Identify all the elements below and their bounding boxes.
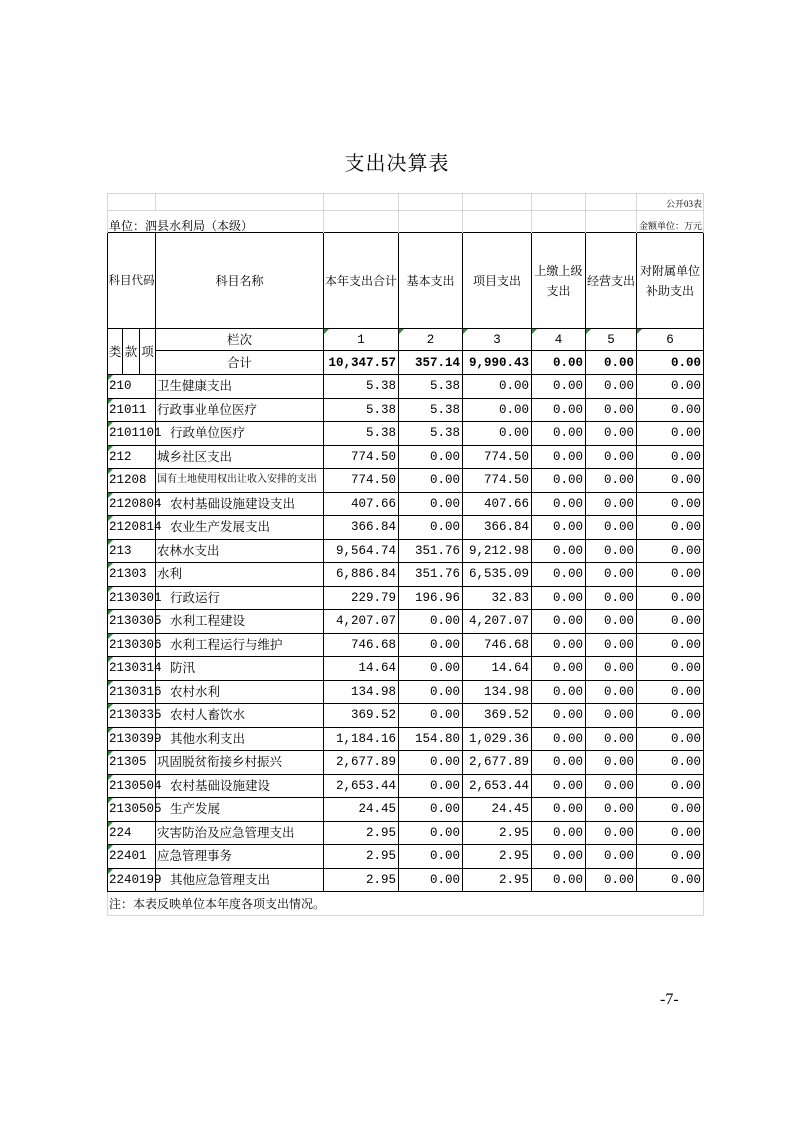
subject-code-cell: 2130316 bbox=[108, 680, 156, 704]
header-subsidy-to-affiliates: 对附属单位补助支出 bbox=[637, 233, 704, 329]
table-note: 注：本表反映单位本年度各项支出情况。 bbox=[108, 892, 704, 916]
blank-cell bbox=[108, 194, 156, 211]
subsidy-to-affiliates-cell: 0.00 bbox=[637, 633, 704, 657]
total-expenditure-cell: 1,184.16 bbox=[324, 727, 399, 751]
project-expenditure-cell: 24.45 bbox=[463, 798, 532, 822]
operating-expenditure-cell: 0.00 bbox=[586, 751, 637, 775]
total-expenditure-cell: 369.52 bbox=[324, 704, 399, 728]
subsidy-to-affiliates-cell: 0.00 bbox=[637, 774, 704, 798]
subject-code-cell: 21303 bbox=[108, 563, 156, 587]
operating-expenditure-cell: 0.00 bbox=[586, 845, 637, 869]
expenditure-table bbox=[107, 193, 704, 916]
subject-code-cell: 212 bbox=[108, 445, 156, 469]
basic-expenditure-cell: 351.76 bbox=[399, 563, 463, 587]
table-row bbox=[108, 845, 704, 869]
column-index-row bbox=[108, 329, 704, 351]
remit-to-superior-cell: 0.00 bbox=[532, 727, 586, 751]
project-expenditure-cell: 2,653.44 bbox=[463, 774, 532, 798]
total-expenditure-cell: 14.64 bbox=[324, 657, 399, 681]
subject-name-cell: 巩固脱贫衔接乡村振兴 bbox=[156, 751, 324, 775]
operating-expenditure-cell: 0.00 bbox=[586, 422, 637, 446]
subject-name-cell: 水利工程建设 bbox=[156, 610, 324, 634]
subject-name-cell: 应急管理事务 bbox=[156, 845, 324, 869]
remit-to-superior-cell: 0.00 bbox=[532, 398, 586, 422]
operating-expenditure-cell: 0.00 bbox=[586, 657, 637, 681]
subsidy-to-affiliates-cell: 0.00 bbox=[637, 375, 704, 399]
basic-expenditure-cell: 0.00 bbox=[399, 751, 463, 775]
subject-name-cell: 国有土地使用权出让收入安排的支出 bbox=[156, 469, 324, 493]
subsidy-to-affiliates-cell: 0.00 bbox=[637, 798, 704, 822]
total-expenditure-cell: 2.95 bbox=[324, 868, 399, 892]
subject-code-cell: 224 bbox=[108, 821, 156, 845]
subject-name-cell: 行政单位医疗 bbox=[156, 422, 324, 446]
operating-expenditure-cell: 0.00 bbox=[586, 821, 637, 845]
remit-to-superior-cell: 0.00 bbox=[532, 516, 586, 540]
column-index: 4 bbox=[532, 329, 586, 351]
subsidy-to-affiliates-cell: 0.00 bbox=[637, 727, 704, 751]
total-expenditure-cell: 746.68 bbox=[324, 633, 399, 657]
basic-expenditure-cell: 0.00 bbox=[399, 798, 463, 822]
subject-code-cell: 2130505 bbox=[108, 798, 156, 822]
operating-expenditure-cell: 0.00 bbox=[586, 375, 637, 399]
table-footer bbox=[108, 892, 704, 916]
basic-expenditure-cell: 0.00 bbox=[399, 445, 463, 469]
table-row bbox=[108, 633, 704, 657]
subject-code-cell: 2130305 bbox=[108, 610, 156, 634]
operating-expenditure-cell: 0.00 bbox=[586, 539, 637, 563]
project-expenditure-cell: 4,207.07 bbox=[463, 610, 532, 634]
basic-expenditure-cell: 5.38 bbox=[399, 398, 463, 422]
total-expenditure-cell: 5.38 bbox=[324, 398, 399, 422]
table-row bbox=[108, 798, 704, 822]
remit-to-superior-cell: 0.00 bbox=[532, 422, 586, 446]
subject-code-cell: 2120804 bbox=[108, 492, 156, 516]
table-row bbox=[108, 774, 704, 798]
subsidy-to-affiliates-cell: 0.00 bbox=[637, 422, 704, 446]
remit-to-superior-cell: 0.00 bbox=[532, 821, 586, 845]
blank-cell bbox=[463, 211, 532, 233]
column-index: 5 bbox=[586, 329, 637, 351]
project-expenditure-cell: 0.00 bbox=[463, 375, 532, 399]
subsidy-to-affiliates-cell: 0.00 bbox=[637, 751, 704, 775]
blank-cell bbox=[324, 211, 399, 233]
remit-to-superior-cell: 0.00 bbox=[532, 375, 586, 399]
total-expenditure-cell: 2,677.89 bbox=[324, 751, 399, 775]
operating-expenditure-cell: 0.00 bbox=[586, 586, 637, 610]
table-row bbox=[108, 422, 704, 446]
total-expenditure-cell: 6,886.84 bbox=[324, 563, 399, 587]
project-expenditure-cell: 9,212.98 bbox=[463, 539, 532, 563]
operating-expenditure-cell: 0.00 bbox=[586, 680, 637, 704]
project-expenditure-cell: 2.95 bbox=[463, 845, 532, 869]
column-header-row bbox=[108, 233, 704, 329]
table-row bbox=[108, 516, 704, 540]
remit-to-superior-cell: 0.00 bbox=[532, 751, 586, 775]
subsidy-to-affiliates-cell: 0.00 bbox=[637, 845, 704, 869]
project-expenditure-cell: 774.50 bbox=[463, 445, 532, 469]
subsidy-to-affiliates-cell: 0.00 bbox=[637, 586, 704, 610]
column-index: 2 bbox=[399, 329, 463, 351]
remit-to-superior-cell: 0.00 bbox=[532, 492, 586, 516]
basic-expenditure-cell: 0.00 bbox=[399, 704, 463, 728]
subsidy-to-affiliates-cell: 0.00 bbox=[637, 868, 704, 892]
header-operating-expenditure: 经营支出 bbox=[586, 233, 637, 329]
subject-code-cell: 21011 bbox=[108, 398, 156, 422]
blank-cell bbox=[399, 211, 463, 233]
operating-expenditure-cell: 0.00 bbox=[586, 633, 637, 657]
total-expenditure-cell: 2.95 bbox=[324, 821, 399, 845]
amount-unit: 金额单位：万元 bbox=[637, 211, 704, 233]
subsidy-to-affiliates-cell: 0.00 bbox=[637, 680, 704, 704]
operating-expenditure-cell: 0.00 bbox=[586, 798, 637, 822]
basic-expenditure-cell: 5.38 bbox=[399, 422, 463, 446]
form-number: 公开03表 bbox=[637, 194, 704, 211]
remit-to-superior-cell: 0.00 bbox=[532, 586, 586, 610]
total-expenditure-cell: 5.38 bbox=[324, 375, 399, 399]
remit-to-superior-cell: 0.00 bbox=[532, 469, 586, 493]
operating-expenditure-cell: 0.00 bbox=[586, 704, 637, 728]
subject-name-cell: 农村水利 bbox=[156, 680, 324, 704]
subject-name-cell: 灾害防治及应急管理支出 bbox=[156, 821, 324, 845]
project-expenditure-cell: 134.98 bbox=[463, 680, 532, 704]
page-number: -7- bbox=[660, 991, 679, 1008]
remit-to-superior-cell: 0.00 bbox=[532, 774, 586, 798]
table-row bbox=[108, 727, 704, 751]
subject-code-cell: 2130301 bbox=[108, 586, 156, 610]
subject-code-cell: 22401 bbox=[108, 845, 156, 869]
table-row bbox=[108, 586, 704, 610]
total-amount: 10,347.57 bbox=[324, 351, 399, 375]
basic-expenditure-cell: 196.96 bbox=[399, 586, 463, 610]
subsidy-to-affiliates-cell: 0.00 bbox=[637, 492, 704, 516]
project-expenditure-cell: 2,677.89 bbox=[463, 751, 532, 775]
header-project-expenditure: 项目支出 bbox=[463, 233, 532, 329]
table-row bbox=[108, 610, 704, 634]
project-expenditure-cell: 774.50 bbox=[463, 469, 532, 493]
total-expenditure-cell: 9,564.74 bbox=[324, 539, 399, 563]
blank-cell bbox=[399, 194, 463, 211]
project-expenditure-cell: 407.66 bbox=[463, 492, 532, 516]
basic-expenditure-cell: 351.76 bbox=[399, 539, 463, 563]
subject-name-cell: 农村基础设施建设 bbox=[156, 774, 324, 798]
operating-expenditure-cell: 0.00 bbox=[586, 398, 637, 422]
subject-code-cell: 213 bbox=[108, 539, 156, 563]
subject-name-cell: 农业生产发展支出 bbox=[156, 516, 324, 540]
total-expenditure-cell: 2,653.44 bbox=[324, 774, 399, 798]
total-amount: 0.00 bbox=[586, 351, 637, 375]
operating-expenditure-cell: 0.00 bbox=[586, 469, 637, 493]
table-row bbox=[108, 704, 704, 728]
remit-to-superior-cell: 0.00 bbox=[532, 563, 586, 587]
total-label: 合计 bbox=[156, 351, 324, 375]
blank-cell bbox=[532, 194, 586, 211]
total-amount: 357.14 bbox=[399, 351, 463, 375]
subsidy-to-affiliates-cell: 0.00 bbox=[637, 516, 704, 540]
basic-expenditure-cell: 0.00 bbox=[399, 610, 463, 634]
header-subject-code: 科目代码 bbox=[108, 233, 156, 329]
subsidy-to-affiliates-cell: 0.00 bbox=[637, 398, 704, 422]
basic-expenditure-cell: 0.00 bbox=[399, 492, 463, 516]
subject-name-cell: 行政事业单位医疗 bbox=[156, 398, 324, 422]
column-index: 6 bbox=[637, 329, 704, 351]
total-expenditure-cell: 2.95 bbox=[324, 845, 399, 869]
column-index-label: 栏次 bbox=[156, 329, 324, 351]
subject-name-cell: 水利 bbox=[156, 563, 324, 587]
blank-cell bbox=[324, 194, 399, 211]
table-row bbox=[108, 563, 704, 587]
operating-expenditure-cell: 0.00 bbox=[586, 727, 637, 751]
remit-to-superior-cell: 0.00 bbox=[532, 704, 586, 728]
project-expenditure-cell: 369.52 bbox=[463, 704, 532, 728]
subsidy-to-affiliates-cell: 0.00 bbox=[637, 610, 704, 634]
basic-expenditure-cell: 0.00 bbox=[399, 845, 463, 869]
remit-to-superior-cell: 0.00 bbox=[532, 680, 586, 704]
project-expenditure-cell: 2.95 bbox=[463, 821, 532, 845]
basic-expenditure-cell: 0.00 bbox=[399, 469, 463, 493]
basic-expenditure-cell: 0.00 bbox=[399, 516, 463, 540]
project-expenditure-cell: 746.68 bbox=[463, 633, 532, 657]
remit-to-superior-cell: 0.00 bbox=[532, 445, 586, 469]
operating-expenditure-cell: 0.00 bbox=[586, 868, 637, 892]
subsidy-to-affiliates-cell: 0.00 bbox=[637, 657, 704, 681]
project-expenditure-cell: 32.83 bbox=[463, 586, 532, 610]
remit-to-superior-cell: 0.00 bbox=[532, 657, 586, 681]
total-row bbox=[108, 351, 704, 375]
remit-to-superior-cell: 0.00 bbox=[532, 539, 586, 563]
total-amount: 9,990.43 bbox=[463, 351, 532, 375]
total-expenditure-cell: 229.79 bbox=[324, 586, 399, 610]
form-number-row bbox=[108, 194, 704, 211]
project-expenditure-cell: 0.00 bbox=[463, 422, 532, 446]
subject-code-cell: 21208 bbox=[108, 469, 156, 493]
table-row bbox=[108, 445, 704, 469]
basic-expenditure-cell: 0.00 bbox=[399, 680, 463, 704]
project-expenditure-cell: 14.64 bbox=[463, 657, 532, 681]
operating-expenditure-cell: 0.00 bbox=[586, 563, 637, 587]
subject-name-cell: 其他水利支出 bbox=[156, 727, 324, 751]
reporting-unit: 单位：泗县水利局（本级） bbox=[108, 211, 324, 233]
total-expenditure-cell: 24.45 bbox=[324, 798, 399, 822]
header-basic-expenditure: 基本支出 bbox=[399, 233, 463, 329]
operating-expenditure-cell: 0.00 bbox=[586, 516, 637, 540]
subject-name-cell: 城乡社区支出 bbox=[156, 445, 324, 469]
project-expenditure-cell: 366.84 bbox=[463, 516, 532, 540]
basic-expenditure-cell: 0.00 bbox=[399, 774, 463, 798]
basic-expenditure-cell: 0.00 bbox=[399, 821, 463, 845]
subject-name-cell: 农村基础设施建设支出 bbox=[156, 492, 324, 516]
remit-to-superior-cell: 0.00 bbox=[532, 798, 586, 822]
basic-expenditure-cell: 0.00 bbox=[399, 657, 463, 681]
blank-cell bbox=[156, 194, 324, 211]
total-expenditure-cell: 366.84 bbox=[324, 516, 399, 540]
table-row bbox=[108, 539, 704, 563]
total-amount: 0.00 bbox=[637, 351, 704, 375]
section-label: 款 bbox=[123, 329, 140, 375]
subsidy-to-affiliates-cell: 0.00 bbox=[637, 469, 704, 493]
basic-expenditure-cell: 0.00 bbox=[399, 633, 463, 657]
project-expenditure-cell: 2.95 bbox=[463, 868, 532, 892]
table-row bbox=[108, 398, 704, 422]
operating-expenditure-cell: 0.00 bbox=[586, 445, 637, 469]
table-header bbox=[108, 233, 704, 375]
total-expenditure-cell: 4,207.07 bbox=[324, 610, 399, 634]
project-expenditure-cell: 0.00 bbox=[463, 398, 532, 422]
remit-to-superior-cell: 0.00 bbox=[532, 633, 586, 657]
total-expenditure-cell: 5.38 bbox=[324, 422, 399, 446]
project-expenditure-cell: 1,029.36 bbox=[463, 727, 532, 751]
subject-code-cell: 2130314 bbox=[108, 657, 156, 681]
subject-name-cell: 水利工程运行与维护 bbox=[156, 633, 324, 657]
note-row bbox=[108, 892, 704, 916]
header-remit-to-superior: 上缴上级支出 bbox=[532, 233, 586, 329]
table-body bbox=[108, 375, 704, 892]
remit-to-superior-cell: 0.00 bbox=[532, 845, 586, 869]
operating-expenditure-cell: 0.00 bbox=[586, 610, 637, 634]
class-label: 类 bbox=[108, 329, 123, 375]
operating-expenditure-cell: 0.00 bbox=[586, 774, 637, 798]
blank-cell bbox=[586, 211, 637, 233]
project-expenditure-cell: 6,535.09 bbox=[463, 563, 532, 587]
table-row bbox=[108, 821, 704, 845]
subject-name-cell: 农林水支出 bbox=[156, 539, 324, 563]
column-index: 3 bbox=[463, 329, 532, 351]
table-preamble bbox=[108, 194, 704, 233]
table-row bbox=[108, 751, 704, 775]
basic-expenditure-cell: 5.38 bbox=[399, 375, 463, 399]
total-expenditure-cell: 774.50 bbox=[324, 469, 399, 493]
table-row bbox=[108, 657, 704, 681]
table-row bbox=[108, 868, 704, 892]
remit-to-superior-cell: 0.00 bbox=[532, 610, 586, 634]
subject-code-cell: 210 bbox=[108, 375, 156, 399]
subject-code-cell: 2101101 bbox=[108, 422, 156, 446]
subject-name-cell: 农村人畜饮水 bbox=[156, 704, 324, 728]
subsidy-to-affiliates-cell: 0.00 bbox=[637, 821, 704, 845]
remit-to-superior-cell: 0.00 bbox=[532, 868, 586, 892]
header-total-expenditure: 本年支出合计 bbox=[324, 233, 399, 329]
table-row bbox=[108, 492, 704, 516]
subject-code-cell: 2240199 bbox=[108, 868, 156, 892]
total-amount: 0.00 bbox=[532, 351, 586, 375]
item-label: 项 bbox=[140, 329, 156, 375]
subject-code-cell: 21305 bbox=[108, 751, 156, 775]
subsidy-to-affiliates-cell: 0.00 bbox=[637, 539, 704, 563]
page-title: 支出决算表 bbox=[344, 151, 450, 175]
subject-name-cell: 防汛 bbox=[156, 657, 324, 681]
subject-name-cell: 生产发展 bbox=[156, 798, 324, 822]
blank-cell bbox=[463, 194, 532, 211]
subject-name-cell: 其他应急管理支出 bbox=[156, 868, 324, 892]
operating-expenditure-cell: 0.00 bbox=[586, 492, 637, 516]
subject-code-cell: 2130399 bbox=[108, 727, 156, 751]
blank-cell bbox=[532, 211, 586, 233]
subject-name-cell: 行政运行 bbox=[156, 586, 324, 610]
table-row bbox=[108, 375, 704, 399]
total-expenditure-cell: 134.98 bbox=[324, 680, 399, 704]
subsidy-to-affiliates-cell: 0.00 bbox=[637, 704, 704, 728]
unit-row bbox=[108, 211, 704, 233]
subject-code-cell: 2130335 bbox=[108, 704, 156, 728]
subsidy-to-affiliates-cell: 0.00 bbox=[637, 563, 704, 587]
basic-expenditure-cell: 0.00 bbox=[399, 868, 463, 892]
subject-code-cell: 2130306 bbox=[108, 633, 156, 657]
basic-expenditure-cell: 154.80 bbox=[399, 727, 463, 751]
table-row bbox=[108, 680, 704, 704]
header-subject-name: 科目名称 bbox=[156, 233, 324, 329]
column-index: 1 bbox=[324, 329, 399, 351]
subject-code-cell: 2130504 bbox=[108, 774, 156, 798]
table-row bbox=[108, 469, 704, 493]
total-expenditure-cell: 407.66 bbox=[324, 492, 399, 516]
subsidy-to-affiliates-cell: 0.00 bbox=[637, 445, 704, 469]
blank-cell bbox=[586, 194, 637, 211]
subject-code-cell: 2120814 bbox=[108, 516, 156, 540]
total-expenditure-cell: 774.50 bbox=[324, 445, 399, 469]
subject-name-cell: 卫生健康支出 bbox=[156, 375, 324, 399]
